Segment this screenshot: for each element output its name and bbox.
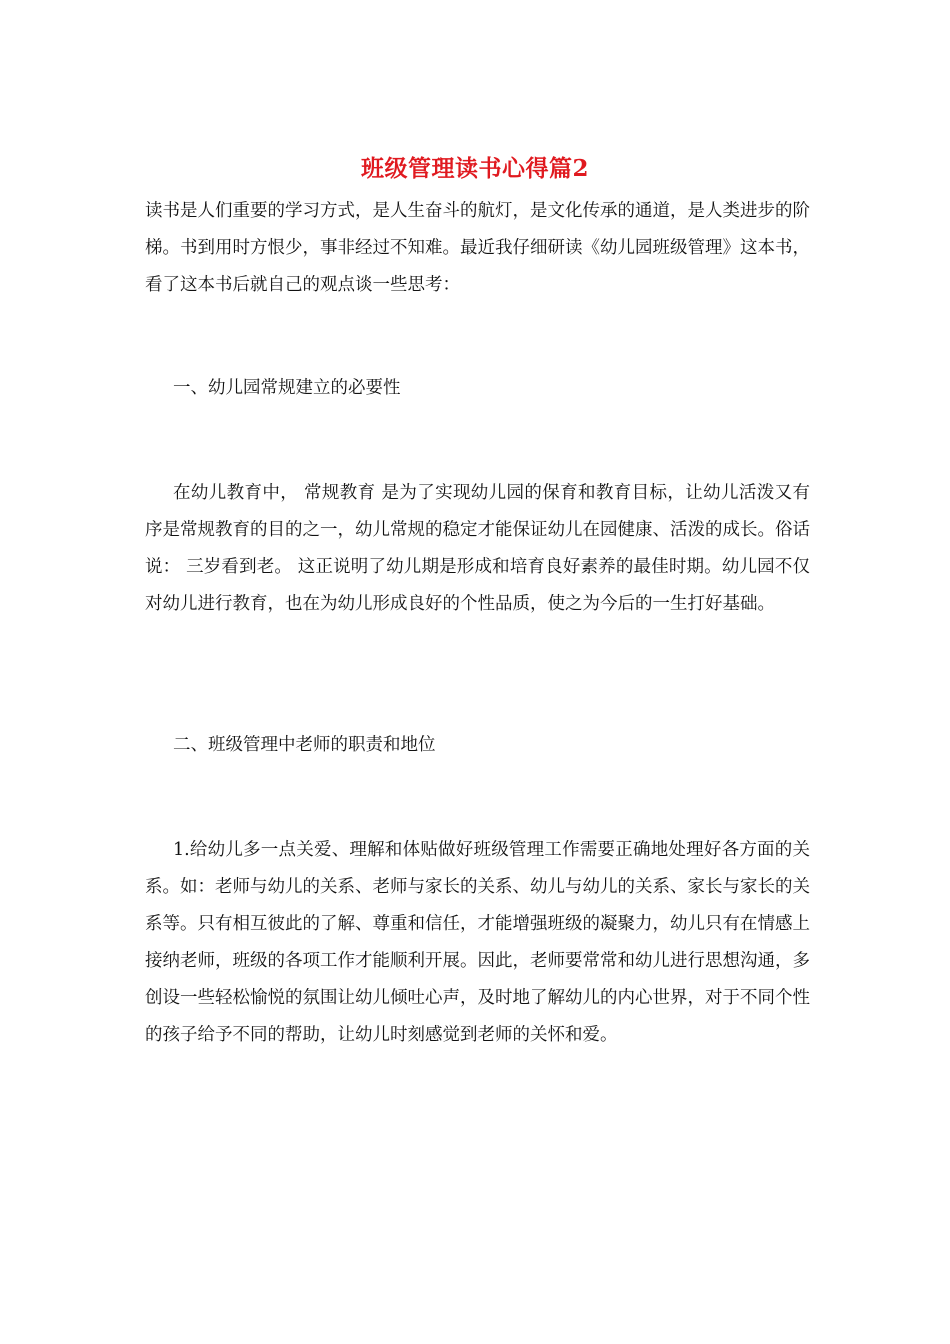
document-title: 班级管理读书心得篇2 bbox=[360, 155, 589, 182]
section-two-heading: 二、班级管理中老师的职责和地位 bbox=[173, 735, 436, 755]
section-one-heading: 一、幼儿园常规建立的必要性 bbox=[173, 378, 401, 398]
section-one-paragraph: 在幼儿教育中， 常规教育 是为了实现幼儿园的保育和教育目标，让幼儿活泼又有序是常规教育的目的之一，幼儿常规的稳定才能保证幼儿在园健康、活泼的成长。俗话说： 三岁看到老。 这正说明了幼儿期是形成和培育良好素养的最佳时期。幼儿园不仅对幼儿进行教育，也在为幼儿形成良好的个性品质，使之为今后的一生打好基础。 bbox=[145, 483, 810, 614]
section-two-paragraph: 1.给幼儿多一点关爱、理解和体贴做好班级管理工作需要正确地处理好各方面的关系。如：老师与幼儿的关系、老师与家长的关系、幼儿与幼儿的关系、家长与家长的关系等。只有相互彼此的了解、尊重和信任，才能增强班级的凝聚力，幼儿只有在情感上接纳老师，班级的各项工作才能顺利开展。因此，老师要常常和幼儿进行思想沟通，多创设一些轻松愉悦的氛围让幼儿倾吐心声，及时地了解幼儿的内心世界，对于不同个性的孩子给予不同的帮助，让幼儿时刻感觉到老师的关怀和爱。 bbox=[145, 840, 810, 1045]
intro-paragraph: 读书是人们重要的学习方式，是人生奋斗的航灯，是文化传承的通道，是人类进步的阶梯。书到用时方恨少，事非经过不知难。最近我仔细研读《幼儿园班级管理》这本书，看了这本书后就自己的观点谈一些思考： bbox=[145, 201, 810, 295]
